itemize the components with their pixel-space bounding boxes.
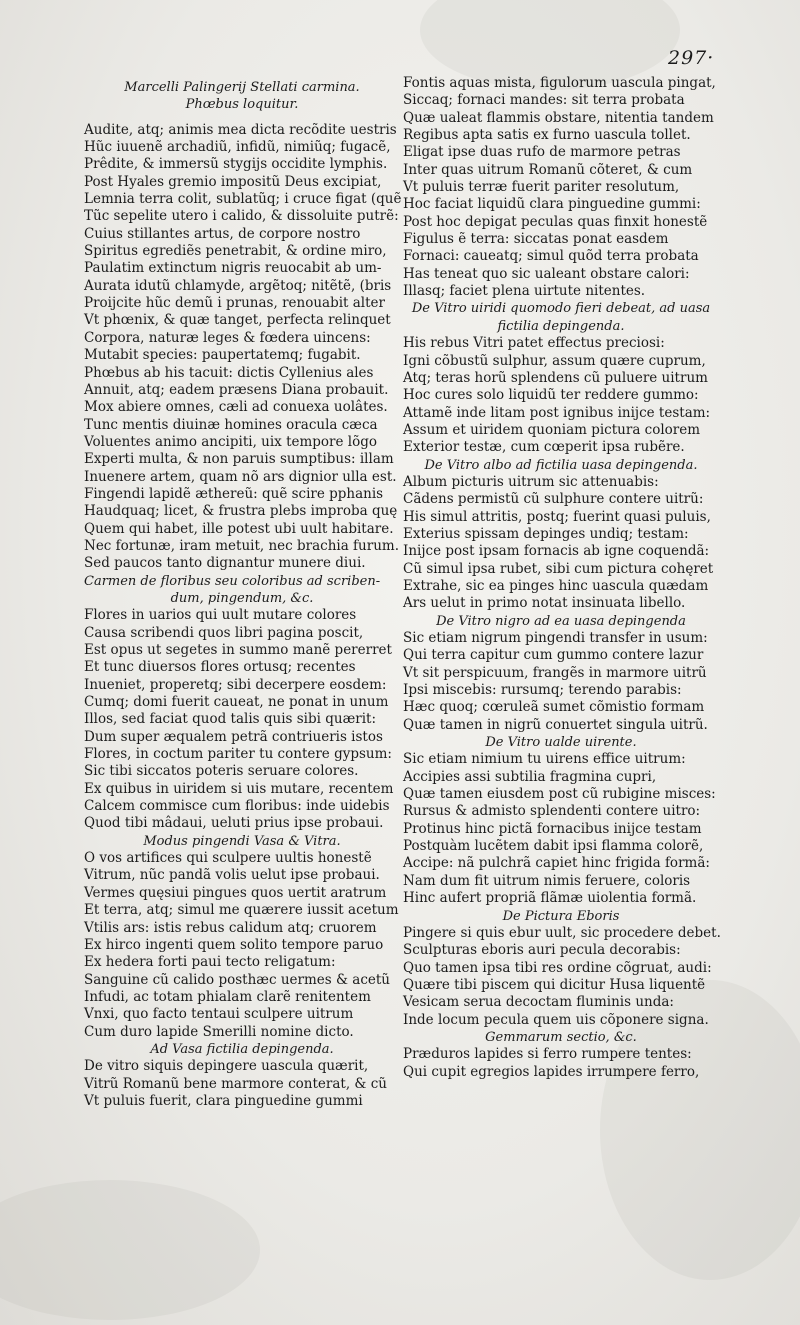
verse-line: Audite, atq; animis mea dicta recõdite uestris xyxy=(84,121,397,138)
verse-line: Igni cõbustũ sulphur, assum quære cuprum, xyxy=(403,352,706,369)
verse-line: Hoc faciat liquidũ clara pinguedine gummi: xyxy=(403,196,701,213)
verse-line: Quem qui habet, ille potest ubi uult habitare. xyxy=(84,520,394,537)
verse-line: O vos artifices qui sculpere uultis honestẽ xyxy=(84,850,372,867)
section-heading: Gemmarum sectio, &c. xyxy=(485,1029,637,1045)
verse-line: Protinus hinc pictã fornacibus inijce testam xyxy=(403,820,702,837)
page-number: 297· xyxy=(668,47,715,69)
verse-line: His simul attritis, postq; fuerint quasi puluis, xyxy=(403,508,711,525)
verse-line: Vt puluis terræ fuerit pariter resolutum, xyxy=(403,179,680,196)
verse-line: Et terra, atq; simul me quærere iussit acetum xyxy=(84,902,399,919)
verse-line: Experti multa, & non paruis sumptibus: illam xyxy=(84,451,394,468)
verse-line: Paulatim extinctum nigris reuocabit ab um- xyxy=(84,260,382,277)
verse-line: Illasq; faciet plena uirtute nitentes. xyxy=(403,283,646,300)
verse-line: Nam dum fit uitrum nimis feruere, coloris xyxy=(403,872,691,889)
verse-line: Vnxi, quo facto tentaui sculpere uitrum xyxy=(84,1006,354,1023)
verse-line: Exterior testæ, cum cœperit ipsa rubẽre. xyxy=(403,439,685,456)
verse-line: Sic tibi siccatos poteris seruare colores. xyxy=(84,763,359,780)
section-heading: De Vitro ualde uirente. xyxy=(485,735,637,751)
verse-line: Tunc mentis diuinæ homines oracula cæca xyxy=(84,416,378,433)
verse-line: Sculpturas eboris auri pecula decorabis: xyxy=(403,942,681,959)
verse-line: Phœbus ab his tacuit: dictis Cyllenius ales xyxy=(84,364,374,381)
verse-line: Qui cupit egregios lapides irrumpere ferro, xyxy=(403,1063,700,1080)
verse-line: Ex hirco ingenti quem solito tempore paruo xyxy=(84,936,384,953)
verse-line: Siccaq; fornaci mandes: sit terra probata xyxy=(403,92,685,109)
verse-line: Fingendi lapidẽ æthereũ: quẽ scire pphanis xyxy=(84,485,384,502)
verse-line: Fornaci: caueatq; simul quõd terra probata xyxy=(403,248,699,265)
verse-line: Quære tibi piscem qui dicitur Husa liquentẽ xyxy=(403,976,706,993)
verse-line: Infudi, ac totam phialam clarẽ renitentem xyxy=(84,988,371,1005)
verse-line: Accipies assi subtilia fragmina cupri, xyxy=(403,768,657,785)
verse-line: Vt phœnix, & quæ tanget, perfecta relinquet xyxy=(84,312,391,329)
section-heading: Modus pingendi Vasa & Vitra. xyxy=(143,833,341,849)
verse-line: Assum et uiridem quoniam pictura colorem xyxy=(403,421,701,438)
verse-line: Hinc aufert propriã flãmæ uiolentia formã. xyxy=(403,890,697,907)
left-text-column xyxy=(84,79,400,1110)
line-gap xyxy=(84,114,400,122)
paper-stain xyxy=(0,1180,260,1320)
verse-line: Quæ tamen eiusdem post cũ rubigine misces: xyxy=(403,786,716,803)
verse-line: Mutabit species: paupertatemq; fugabit. xyxy=(84,347,361,364)
verse-line: Et tunc diuersos flores ortusq; recentes xyxy=(84,659,356,676)
verse-line: Sed paucos tanto dignantur munere diui. xyxy=(84,555,366,572)
verse-line: Post hoc depigat peculas quas finxit honestẽ xyxy=(403,213,708,230)
verse-line: Quæ ualeat flammis obstare, nitentia tandem xyxy=(403,109,714,126)
section-heading: Ad Vasa fictilia depingenda. xyxy=(150,1041,334,1057)
verse-line: Vt sit perspicuum, frangẽs in marmore uitrũ xyxy=(403,664,707,681)
verse-line: Cãdens permistũ cũ sulphure contere uitrũ: xyxy=(403,491,704,508)
verse-line: Qui terra capitur cum gummo contere lazur xyxy=(403,647,704,664)
section-heading: De Pictura Eboris xyxy=(502,908,620,924)
verse-line: Album picturis uitrum sic attenuabis: xyxy=(403,473,659,490)
verse-line: Calcem commisce cum floribus: inde uidebis xyxy=(84,798,390,815)
verse-line: Accipe: nã pulchrã capiet hinc frigida formã: xyxy=(403,855,710,872)
verse-line: Figulus ẽ terra: siccatas ponat easdem xyxy=(403,231,669,248)
verse-line: Prêdite, & immersũ stygijs occidite lymphis. xyxy=(84,156,388,173)
verse-line: Inijce post ipsam fornacis ab igne coquendã: xyxy=(403,543,710,560)
verse-line: Ipsi miscebis: rursumq; terendo parabis: xyxy=(403,682,682,699)
verse-line: Quæ tamen in nigrũ conuertet singula uitrũ. xyxy=(403,716,708,733)
verse-line: Nec fortunæ, iram metuit, nec brachia furum. xyxy=(84,537,399,554)
verse-line: Tũc sepelite utero i calido, & dissoluite putrẽ: xyxy=(84,208,399,225)
verse-line: Atq; teras horũ splendens cũ puluere uitrum xyxy=(403,369,708,386)
verse-line: Spiritus egrediẽs penetrabit, & ordine miro, xyxy=(84,243,387,260)
section-heading: De Vitro albo ad fictilia uasa depingenda. xyxy=(424,457,698,473)
verse-line: Sic etiam nigrum pingendi transfer in usum: xyxy=(403,630,708,646)
verse-line: Aurata idutũ chlamyde, argẽtoq; nitẽtẽ, (bris xyxy=(84,277,392,294)
verse-line: Hoc cures solo liquidũ ter reddere gummo: xyxy=(403,387,699,404)
verse-line: Pingere si quis ebur uult, sic procedere debet. xyxy=(403,924,721,941)
verse-line: Eligat ipse duas rufo de marmore petras xyxy=(403,144,681,161)
verse-line: Cumq; domi fuerit caueat, ne ponat in unum xyxy=(84,694,389,711)
verse-line: Voluentes animo ancipiti, uix tempore lõgo xyxy=(84,433,378,450)
verse-line: Ars uelut in primo notat insinuata libello. xyxy=(403,595,686,612)
section-heading: Carmen de floribus seu coloribus ad scriben- xyxy=(84,573,381,589)
verse-line: Vitrum, nũc pandã volis uelut ipse probaui. xyxy=(84,867,380,884)
verse-line: Vitrũ Romanũ bene marmore conterat, & cũ xyxy=(84,1075,387,1092)
verse-line: Dum super æqualem petrã contriueris istos xyxy=(84,728,383,745)
verse-line: Haudquaq; licet, & frustra plebs improba quę xyxy=(84,503,398,520)
verse-line: Rursus & admisto splendenti contere uitro: xyxy=(403,803,701,820)
verse-line: Vermes quęsiui pingues quos uertit aratrum xyxy=(84,884,387,901)
verse-line: Ex quibus in uiridem si uis mutare, recentem xyxy=(84,780,394,797)
verse-line: Mox abiere omnes, cæli ad conuexa uolâtes. xyxy=(84,399,388,416)
verse-line: Quo tamen ipsa tibi res ordine cõgruat, audi: xyxy=(403,959,712,976)
verse-line: Inde locum pecula quem uis cõponere signa. xyxy=(403,1011,709,1028)
verse-line: Corpora, naturæ leges & fœdera uincens: xyxy=(84,329,371,346)
verse-line: Illos, sed faciat quod talis quis sibi quærit: xyxy=(84,711,377,728)
verse-line: De vitro siquis depingere uascula quærit, xyxy=(84,1058,369,1075)
verse-line: Cum duro lapide Smerilli nomine dicto. xyxy=(84,1023,354,1040)
verse-line: Sanguine cũ calido posthæc uermes & acetũ xyxy=(84,971,391,988)
section-heading: dum, pingendum, &c. xyxy=(170,590,314,606)
verse-line: Cuius stillantes artus, de corpore nostro xyxy=(84,225,361,242)
verse-line: Est opus ut segetes in summo manẽ pererret xyxy=(84,642,392,658)
verse-line: Extrahe, sic ea pinges hinc uascula quædam xyxy=(403,577,709,594)
verse-line: Præduros lapides si ferro rumpere tentes: xyxy=(403,1046,692,1063)
verse-line: Hæc quoq; cœruleã sumet cõmistio formam xyxy=(403,699,705,716)
verse-line: Attamẽ inde litam post ignibus inijce testam: xyxy=(403,404,711,421)
verse-line: Sic etiam nimium tu uirens effice uitrum: xyxy=(403,751,686,768)
verse-line: Inueniet, properetq; sibi decerpere eosdem: xyxy=(84,676,387,693)
verse-line: Fontis aquas mista, figulorum uascula pingat, xyxy=(403,75,716,91)
verse-line: Regibus apta satis ex furno uascula tollet. xyxy=(403,127,691,144)
verse-line: Vtilis ars: istis rebus calidum atq; cruorem xyxy=(84,919,377,936)
section-heading: De Vitro uiridi quomodo fieri debeat, ad uasa xyxy=(411,301,711,317)
verse-line: Inter quas uitrum Romanũ cõteret, & cum xyxy=(403,161,693,178)
section-heading: Phœbus loquitur. xyxy=(185,97,299,113)
verse-line: Cũ simul ipsa rubet, sibi cum pictura cohęret xyxy=(403,560,714,577)
verse-line: Flores in uarios qui uult mutare colores xyxy=(84,607,357,624)
verse-line: Causa scribendi quos libri pagina poscit, xyxy=(84,624,364,641)
right-text-column xyxy=(403,75,719,1081)
verse-line: Exterius spissam depinges undiq; testam: xyxy=(403,525,689,542)
verse-line: Postquàm lucẽtem dabit ipsi flamma colorẽ, xyxy=(403,838,704,855)
verse-line: Has teneat quo sic ualeant obstare calori: xyxy=(403,265,690,282)
section-heading: fictilia depingenda. xyxy=(497,318,625,334)
verse-line: Post Hyales gremio impositũ Deus excipiat, xyxy=(84,173,382,190)
verse-line: Hũc iuuenẽ archadiũ, infidũ, nimiũq; fugacẽ, xyxy=(84,139,391,156)
section-heading: De Vitro nigro ad ea uasa depingenda xyxy=(436,613,686,629)
verse-line: Proijcite hũc demũ i prunas, renouabit alter xyxy=(84,295,385,312)
verse-line: Annuit, atq; eadem præsens Diana probauit. xyxy=(84,381,389,398)
section-heading: Marcelli Palingerij Stellati carmina. xyxy=(124,80,360,95)
verse-line: Ex hedera forti paui tecto religatum: xyxy=(84,954,336,971)
verse-line: His rebus Vitri patet effectus preciosi: xyxy=(403,335,665,352)
verse-line: Vt puluis fuerit, clara pinguedine gummi xyxy=(84,1092,363,1109)
verse-line: Inuenere artem, quam nõ ars dignior ulla est. xyxy=(84,468,397,485)
verse-line: Lemnia terra colit, sublatũq; i cruce figat (quẽ xyxy=(84,191,402,208)
verse-line: Quod tibi mâdaui, ueluti prius ipse probaui. xyxy=(84,815,384,832)
verse-line: Vesicam serua decoctam fluminis unda: xyxy=(403,994,674,1011)
verse-line: Flores, in coctum pariter tu contere gypsum: xyxy=(84,746,392,763)
